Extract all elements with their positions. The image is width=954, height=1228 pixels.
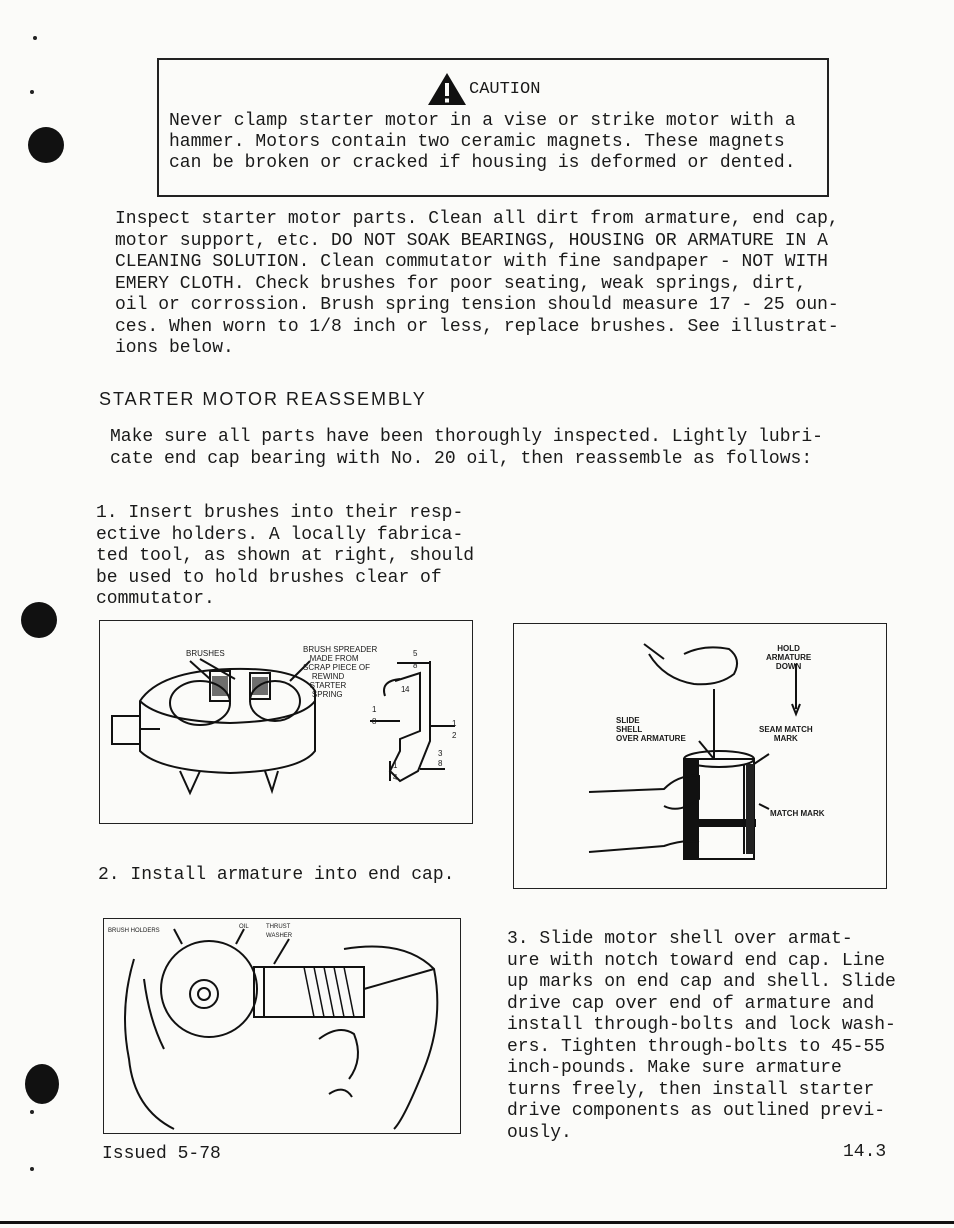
dim-8: 8 bbox=[413, 661, 418, 670]
edge-mark bbox=[30, 1167, 34, 1171]
dim-4b: 4 bbox=[393, 773, 398, 782]
inspect-paragraph: Inspect starter motor parts. Clean all dirt from armature, end cap, motor support, etc. DO NOT SOAK BEARINGS, HOUSING OR ARMATURE IN A CLEANING SOLUTION. Clean commutator with fine sandpaper - NOT WITH EMERY CLOTH. Check brushes for poor seating, weak springs, dirt, oil or corrossion. Brush spring tension should measure 17 - 25 oun- ces. When worn to 1/8 inch or less, replace brushes. See illustrat- ions below. bbox=[115, 209, 839, 358]
armature-illustration bbox=[104, 919, 460, 1133]
dim-8b: 8 bbox=[372, 717, 377, 726]
section-heading: STARTER MOTOR REASSEMBLY bbox=[99, 389, 427, 409]
caution-header bbox=[427, 72, 540, 106]
dim-1a: 1 bbox=[401, 685, 406, 694]
dim-4a: 4 bbox=[405, 685, 410, 694]
label-brush-spreader: BRUSH SPREADER MADE FROM SCRAP PIECE OF REWIND STARTER SPRING bbox=[303, 645, 378, 699]
caution-box bbox=[157, 58, 829, 197]
label-oil: OIL bbox=[239, 924, 249, 930]
label-hold-armature: HOLD ARMATURE DOWN bbox=[766, 644, 812, 671]
binder-hole-bottom bbox=[25, 1064, 59, 1104]
label-brushes: BRUSHES bbox=[186, 649, 225, 658]
label-brush-holders: BRUSH HOLDERS bbox=[108, 928, 160, 934]
caution-title: CAUTION bbox=[469, 79, 541, 99]
caution-text: Never clamp starter motor in a vise or strike motor with a hammer. Motors contain two ceramic magnets. These magnets can be broken or cracked if housing is deformed or dented. bbox=[169, 111, 796, 173]
step-1-text: 1. Insert brushes into their resp- ective holders. A locally fabrica- ted tool, as shown at right, should be used to hold brushes clear of commutator. bbox=[96, 503, 475, 609]
dim-1c: 1 bbox=[452, 719, 457, 728]
step-3-text: 3. Slide motor shell over armat- ure with notch toward end cap. Line up marks on end cap and shell. Slide drive cap over end of armature and install through-bolts and lock wash- ers. Tighten through-bolts to 45-55 inch-pounds. Make sure armature turns freely, then install starter drive components as outlined previ- ously. bbox=[507, 929, 896, 1143]
label-match-mark: MATCH MARK bbox=[770, 809, 825, 818]
figure-brush-spreader bbox=[99, 620, 473, 824]
dim-8c: 8 bbox=[438, 759, 443, 768]
dim-1d: 1 bbox=[393, 761, 398, 770]
label-seam-match: SEAM MATCH MARK bbox=[759, 725, 813, 743]
edge-mark bbox=[33, 36, 37, 40]
binder-hole-top bbox=[28, 127, 64, 163]
bottom-rule bbox=[0, 1221, 954, 1224]
dim-2: 2 bbox=[452, 731, 457, 740]
label-slide-shell: SLIDE SHELL OVER ARMATURE bbox=[616, 716, 686, 743]
page-number: 14.3 bbox=[843, 1142, 887, 1162]
warning-icon bbox=[427, 72, 467, 106]
figure-slide-shell bbox=[513, 623, 887, 889]
binder-hole-middle bbox=[21, 602, 57, 638]
intro-paragraph: Make sure all parts have been thoroughly inspected. Lightly lubri- cate end cap bearing with No. 20 oil, then reassemble as follows: bbox=[110, 427, 823, 469]
label-thrust-washer: THRUST WASHER bbox=[266, 924, 293, 939]
step-2-text: 2. Install armature into end cap. bbox=[98, 865, 455, 885]
edge-mark bbox=[30, 90, 34, 94]
dim-1b: 1 bbox=[372, 705, 377, 714]
edge-mark bbox=[30, 1110, 34, 1114]
figure-install-armature bbox=[103, 918, 461, 1134]
dim-3: 3 bbox=[438, 749, 443, 758]
issued-date: Issued 5-78 bbox=[102, 1144, 221, 1164]
dim-5: 5 bbox=[413, 649, 418, 658]
shell-illustration bbox=[514, 624, 886, 888]
